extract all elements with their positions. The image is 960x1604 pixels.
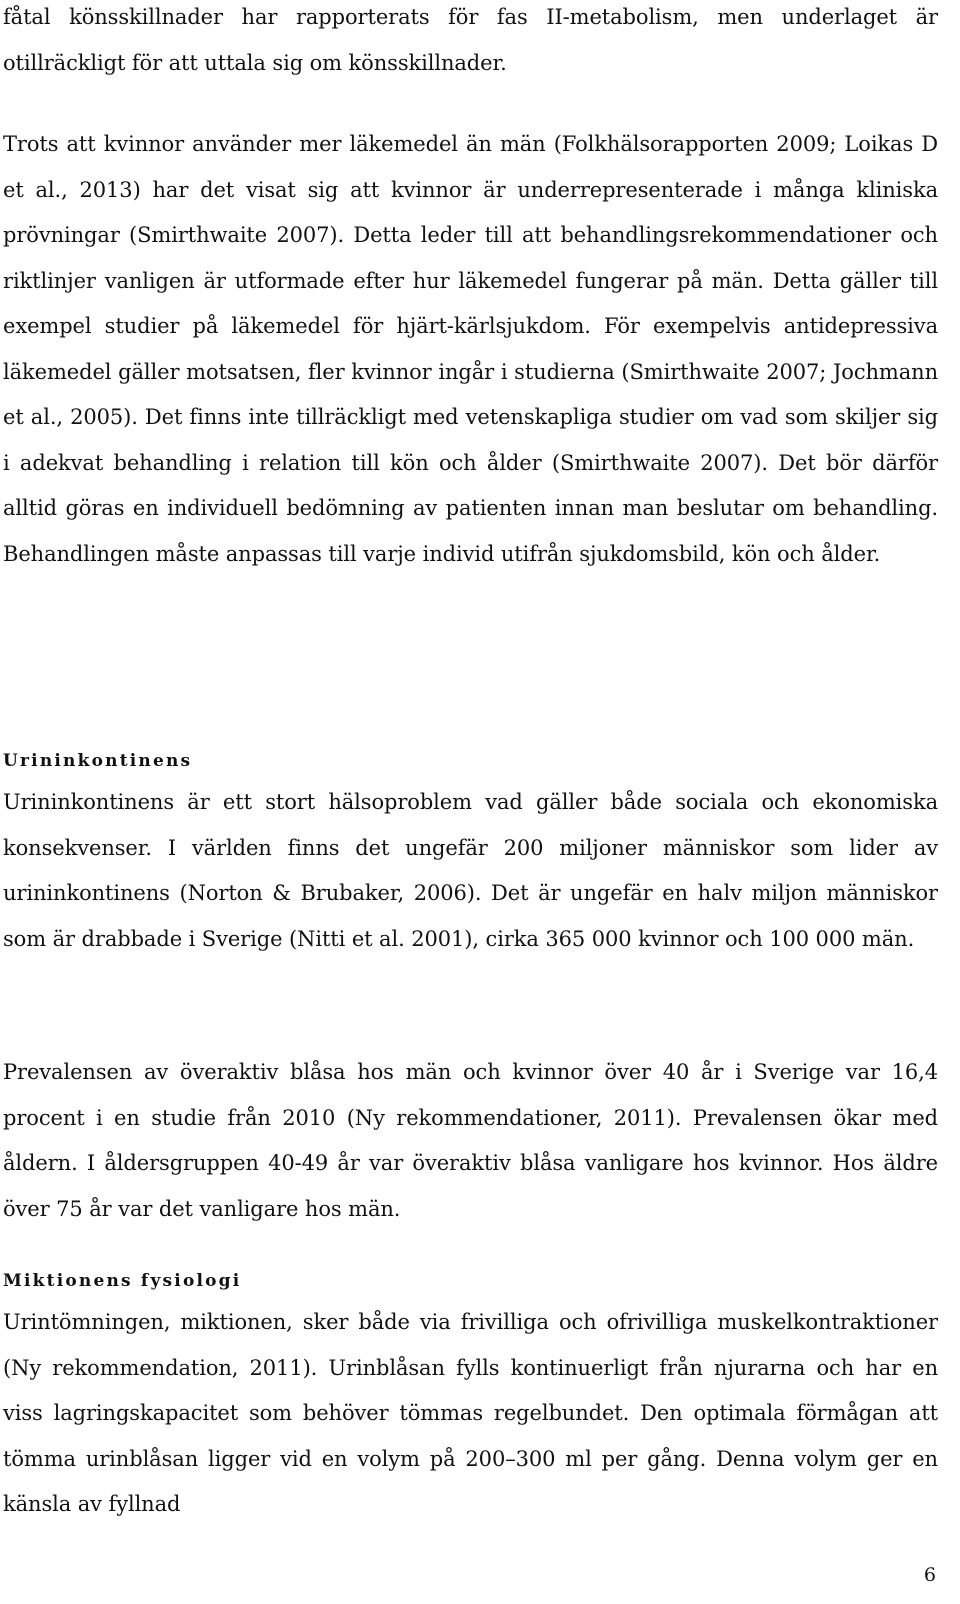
paragraph-prevalence: Prevalensen av överaktiv blåsa hos män och kvinnor över 40 år i Sverige var 16,4 procent i en studie från 2010 (Ny rekommendationer, 2011). Prevalensen ökar med åldern. I åldersgruppen 40-49 år var överaktiv blåsa vanligare hos kvinnor. Hos äldre över 75 år var det vanligare hos män. (3, 1060, 938, 1221)
section-heading-incontinence: Urininkontinens (3, 751, 193, 771)
paragraph-micturition: Urintömningen, miktionen, sker både via frivilliga och ofrivilliga muskelkontraktioner (Ny rekommendation, 2011). Urinblåsan fylls kontinuerligt från njurarna och har en viss lagringskapacitet som behöver tömmas regelbundet. Den optimala förmågan att tömma urinblåsan ligger vid en volym på 200–300 ml per gång. Denna volym ger en känsla av fyllnad (3, 1310, 938, 1516)
paragraph-intro-tail: fåtal könsskillnader har rapporterats för fas II-metabolism, men underlaget är otillräckligt för att uttala sig om könsskillnader. (3, 5, 938, 75)
section-heading-micturition-physiology: Miktionens fysiologi (3, 1271, 242, 1291)
page-number: 6 (923, 1564, 936, 1586)
paragraph-gender-treatment: Trots att kvinnor använder mer läkemedel än män (Folkhälsorapporten 2009; Loikas D et al., 2013) har det visat sig att kvinnor är underrepresenterade i många kliniska prövningar (Smirthwaite 2007). Detta leder till att behandlingsrekommendationer och riktlinjer vanligen är utformade efter hur läkemedel fungerar på män. Detta gäller till exempel studier på läkemedel för hjärt-kärlsjukdom. För exempelvis antidepressiva läkemedel gäller motsatsen, fler kvinnor ingår i studierna (Smirthwaite 2007; Jochmann et al., 2005). Det finns inte tillräckligt med vetenskapliga studier om vad som skiljer sig i adekvat behandling i relation till kön och ålder (Smirthwaite 2007). Det bör därför alltid göras en individuell bedömning av patienten innan man beslutar om behandling. Behandlingen måste anpassas till varje individ utifrån sjukdomsbild, kön och ålder. (3, 132, 938, 566)
paragraph-incontinence-intro: Urininkontinens är ett stort hälsoproblem vad gäller både sociala och ekonomiska konsekvenser. I världen finns det ungefär 200 miljoner människor som lider av urininkontinens (Norton & Brubaker, 2006). Det är ungefär en halv miljon människor som är drabbade i Sverige (Nitti et al. 2001), cirka 365 000 kvinnor och 100 000 män. (3, 790, 938, 951)
